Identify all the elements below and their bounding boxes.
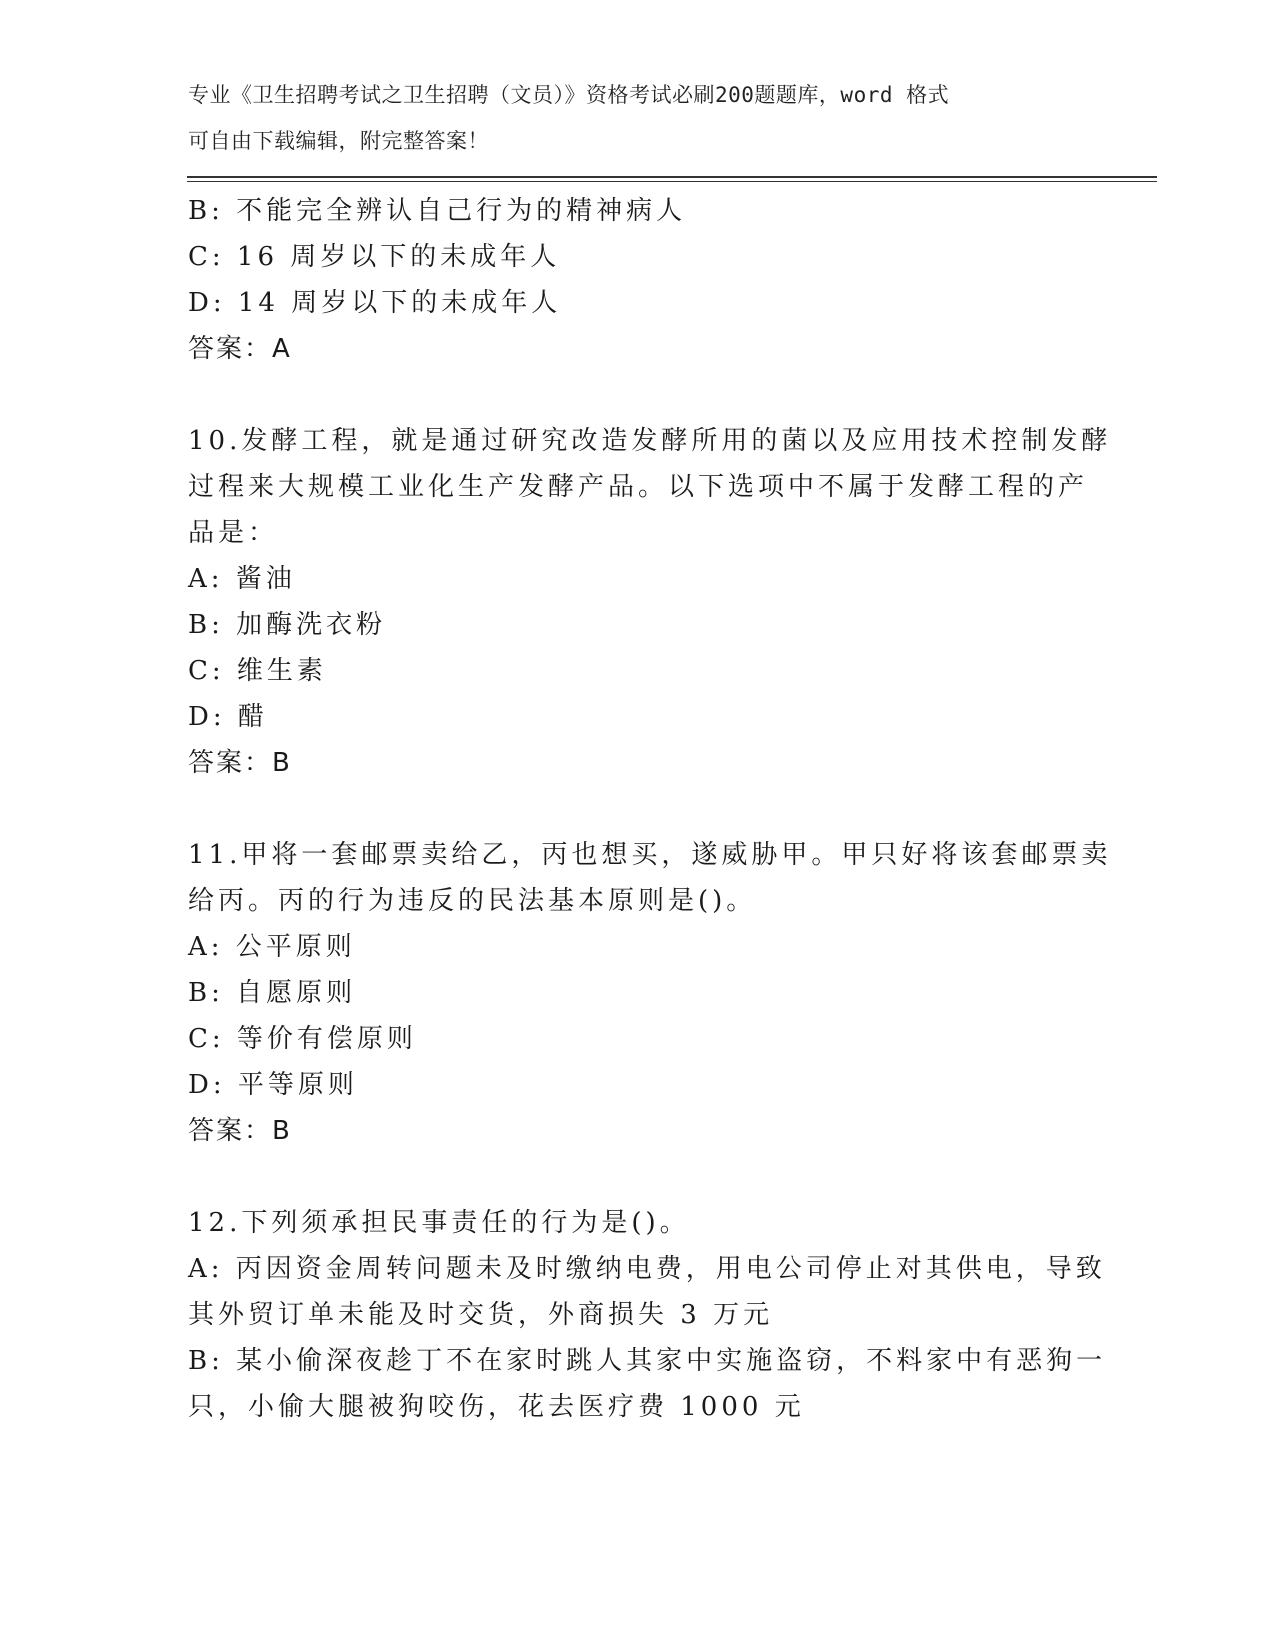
header-title-line-1: 专业《卫生招聘考试之卫生招聘（文员）》资格考试必刷200题题库，word 格式 — [188, 83, 950, 107]
question-9-fragment — [188, 188, 1088, 372]
question-spacer — [188, 786, 1088, 832]
page-header — [188, 72, 1068, 164]
question-spacer — [188, 372, 1088, 418]
question-12 — [188, 1200, 1107, 1430]
option-b: B: 加酶洗衣粉 — [188, 610, 387, 640]
question-stem-line: 过程来大规模工业化生产发酵产品。以下选项中不属于发酵工程的产 — [188, 472, 1089, 502]
answer-line: 答案：B — [188, 1116, 292, 1146]
option-a-continued: 其外贸订单未能及时交货，外商损失 3 万元 — [188, 1300, 774, 1330]
option-c: C: 维生素 — [188, 656, 327, 686]
answer-line: 答案：A — [188, 334, 292, 364]
question-spacer — [188, 1154, 1088, 1200]
option-b: B: 自愿原则 — [188, 978, 357, 1008]
option-c: C: 等价有偿原则 — [188, 1024, 417, 1054]
option-b: B: 不能完全辨认自己行为的精神病人 — [188, 196, 687, 226]
header-divider-thick — [187, 176, 1157, 178]
header-divider-thin — [187, 181, 1157, 182]
option-d: D: 14 周岁以下的未成年人 — [188, 288, 562, 318]
option-c: C: 16 周岁以下的未成年人 — [188, 242, 561, 272]
option-b: B: 某小偷深夜趁丁不在家时跳人其家中实施盗窃，不料家中有恶狗一 — [188, 1346, 1107, 1376]
question-stem-line: 11.甲将一套邮票卖给乙，丙也想买，遂威胁甲。甲只好将该套邮票卖 — [188, 840, 1112, 870]
option-b-continued: 只，小偷大腿被狗咬伤，花去医疗费 1000 元 — [188, 1392, 805, 1422]
option-a: A: 酱油 — [188, 564, 296, 594]
question-10 — [188, 418, 1112, 786]
question-11 — [188, 832, 1112, 1154]
question-content — [188, 188, 1112, 1430]
header-title-line-2: 可自由下载编辑，附完整答案！ — [188, 129, 489, 153]
question-stem-line: 品是： — [188, 518, 279, 548]
option-d: D: 平等原则 — [188, 1070, 358, 1100]
option-d: D: 醋 — [188, 702, 268, 732]
answer-line: 答案：B — [188, 748, 292, 778]
question-stem-line: 12.下列须承担民事责任的行为是()。 — [188, 1208, 690, 1238]
option-a: A: 丙因资金周转问题未及时缴纳电费，用电公司停止对其供电，导致 — [188, 1254, 1106, 1284]
option-a: A: 公平原则 — [188, 932, 356, 962]
question-stem-line: 给丙。丙的行为违反的民法基本原则是()。 — [188, 886, 757, 916]
question-stem-line: 10.发酵工程，就是通过研究改造发酵所用的菌以及应用技术控制发酵 — [188, 426, 1112, 456]
